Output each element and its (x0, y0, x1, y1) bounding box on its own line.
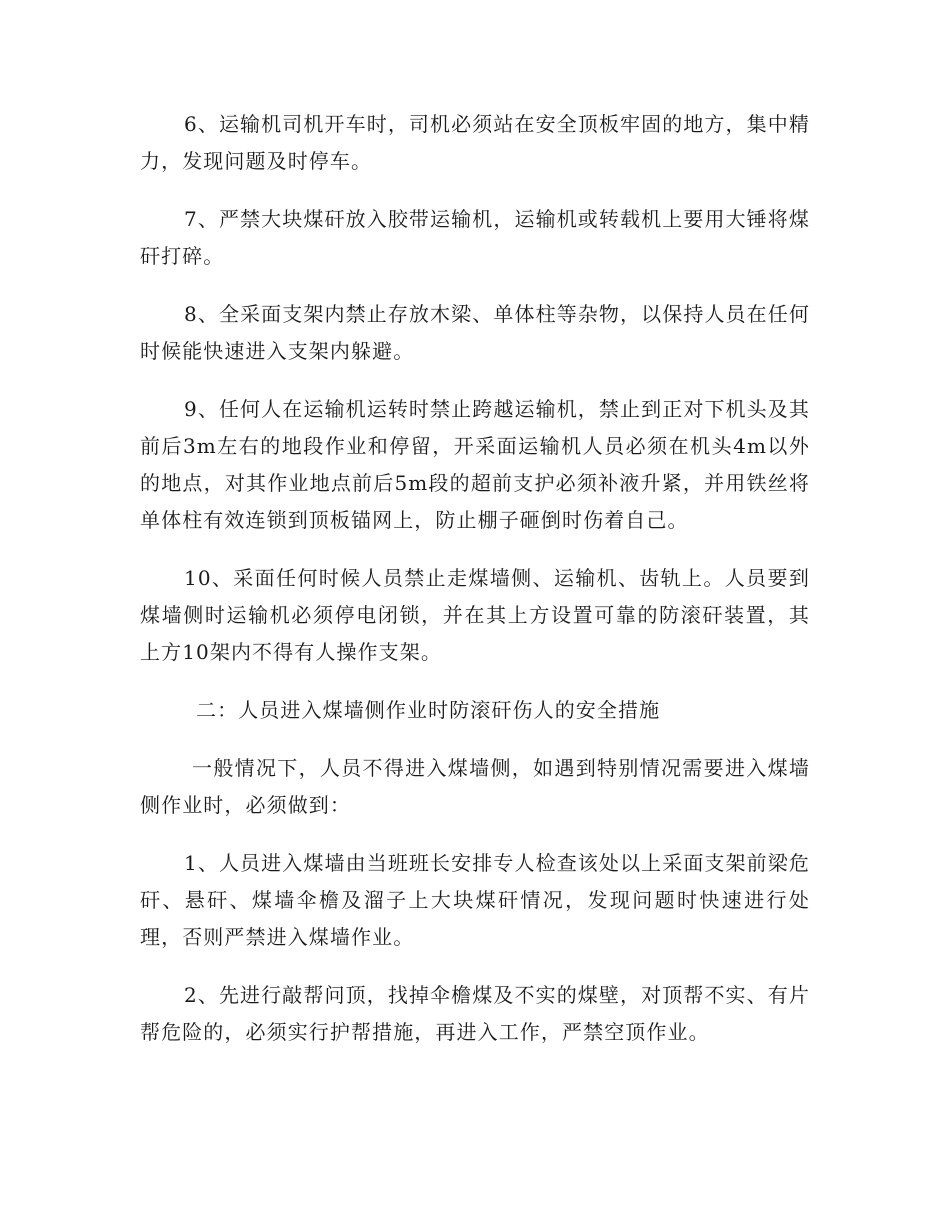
document-body (140, 106, 810, 1072)
paragraph-item-9: 9、任何人在运输机运转时禁止跨越运输机，禁止到正对下机头及其前后3m左右的地段作业和停留，开采面运输机人员必须在机头4m以外的地点，对其作业地点前后5m段的超前支护必须补液升紧，并用铁丝将单体柱有效连锁到顶板锚网上，防止棚子砸倒时伤着自己。 (140, 397, 811, 532)
paragraph-item-10: 10、采面任何时候人员禁止走煤墙侧、运输机、齿轨上。人员要到煤墙侧时运输机必须停电闭锁，并在其上方设置可靠的防滚矸装置，其上方10架内不得有人操作支架。 (140, 566, 810, 664)
paragraph-item-8: 8、全采面支架内禁止存放木梁、单体柱等杂物，以保持人员在任何时候能快速进入支架内躲避。 (140, 302, 810, 363)
section-intro-paragraph: 一般情况下，人员不得进入煤墙侧，如遇到特别情况需要进入煤墙侧作业时，必须做到： (140, 756, 810, 817)
paragraph-item-2: 2、先进行敲帮问顶，找掉伞檐煤及不实的煤壁，对顶帮不实、有片帮危险的，必须实行护帮措施，再进入工作，严禁空顶作业。 (140, 983, 810, 1044)
paragraph-item-6: 6、运输机司机开车时，司机必须站在安全顶板牢固的地方，集中精力，发现问题及时停车。 (140, 112, 810, 173)
section-heading: 二：人员进入煤墙侧作业时防滚矸伤人的安全措施 (196, 698, 661, 722)
paragraph-item-1: 1、人员进入煤墙由当班班长安排专人检查该处以上采面支架前梁危矸、悬矸、煤墙伞檐及溜子上大块煤矸情况，发现问题时快速进行处理，否则严禁进入煤墙作业。 (140, 851, 810, 949)
paragraph-item-7: 7、严禁大块煤矸放入胶带运输机，运输机或转载机上要用大锤将煤矸打碎。 (140, 207, 810, 268)
